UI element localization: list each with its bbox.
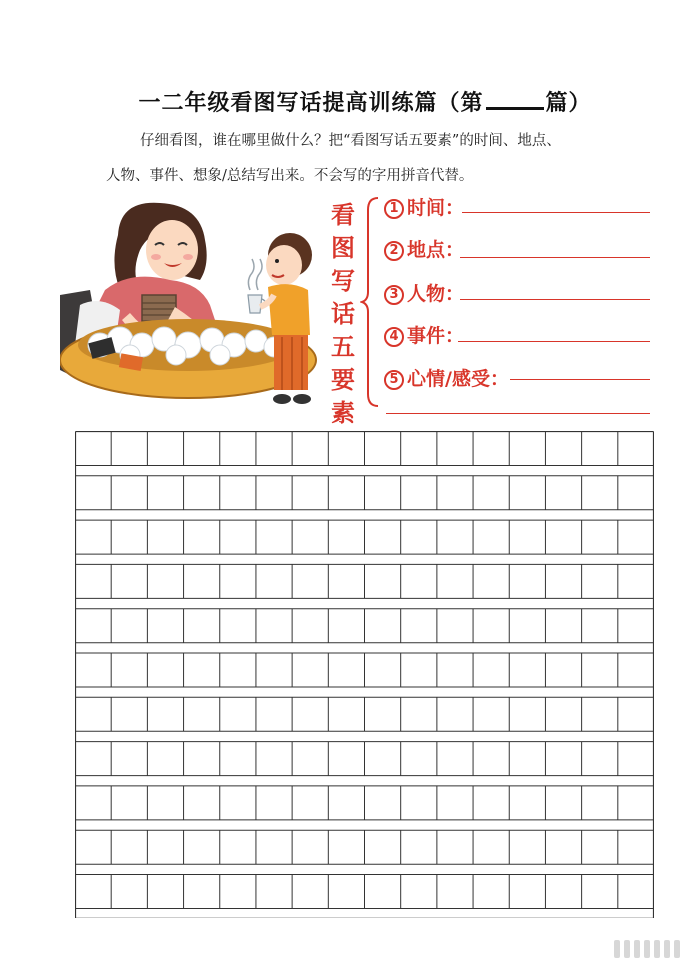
vertical-char: 看	[331, 200, 355, 229]
vertical-char: 素	[331, 398, 355, 427]
circled-number: 4	[384, 327, 404, 347]
instruction-line-2: 人物、事件、想象/总结写出来。不会写的字用拼音代替。	[106, 168, 474, 184]
page-title	[0, 86, 690, 117]
feeling-answer-line[interactable]	[510, 379, 650, 380]
element-time	[384, 193, 464, 220]
circled-number: 5	[384, 370, 404, 390]
element-label: 地点：	[407, 239, 465, 261]
writing-grid[interactable]	[75, 431, 654, 918]
element-label: 时间：	[407, 197, 465, 219]
instruction-line-1: 仔细看图，谁在哪里做什么？把“看图写话五要素”的时间、地点、	[140, 133, 561, 149]
time-answer-line[interactable]	[462, 212, 650, 213]
element-feeling	[384, 364, 509, 391]
title-suffix: 篇）	[545, 90, 592, 116]
vertical-char: 五	[331, 332, 355, 361]
vertical-char: 要	[331, 365, 355, 394]
element-label: 心情/感受：	[407, 368, 509, 390]
brace-icon	[360, 196, 380, 408]
writing-grid-lines	[75, 431, 654, 918]
element-place	[384, 235, 464, 262]
people-answer-line[interactable]	[460, 299, 650, 300]
vertical-char: 话	[331, 299, 355, 328]
watermark-icon	[612, 936, 684, 962]
extra-answer-line[interactable]	[386, 413, 650, 414]
element-event	[384, 321, 464, 348]
place-answer-line[interactable]	[460, 257, 650, 258]
circled-number: 2	[384, 241, 404, 261]
circled-number: 1	[384, 199, 404, 219]
circled-number: 3	[384, 285, 404, 305]
event-answer-line[interactable]	[458, 341, 650, 342]
five-elements-vertical-label	[326, 198, 360, 429]
title-prefix: 一二年级看图写话提高训练篇（第	[138, 90, 484, 116]
title-number-blank[interactable]	[486, 89, 544, 110]
vertical-char: 写	[331, 266, 355, 295]
element-label: 人物：	[407, 283, 465, 305]
vertical-char: 图	[331, 233, 355, 262]
element-people	[384, 279, 464, 306]
washing-clothes-illustration	[60, 195, 322, 420]
element-label: 事件：	[407, 325, 465, 347]
